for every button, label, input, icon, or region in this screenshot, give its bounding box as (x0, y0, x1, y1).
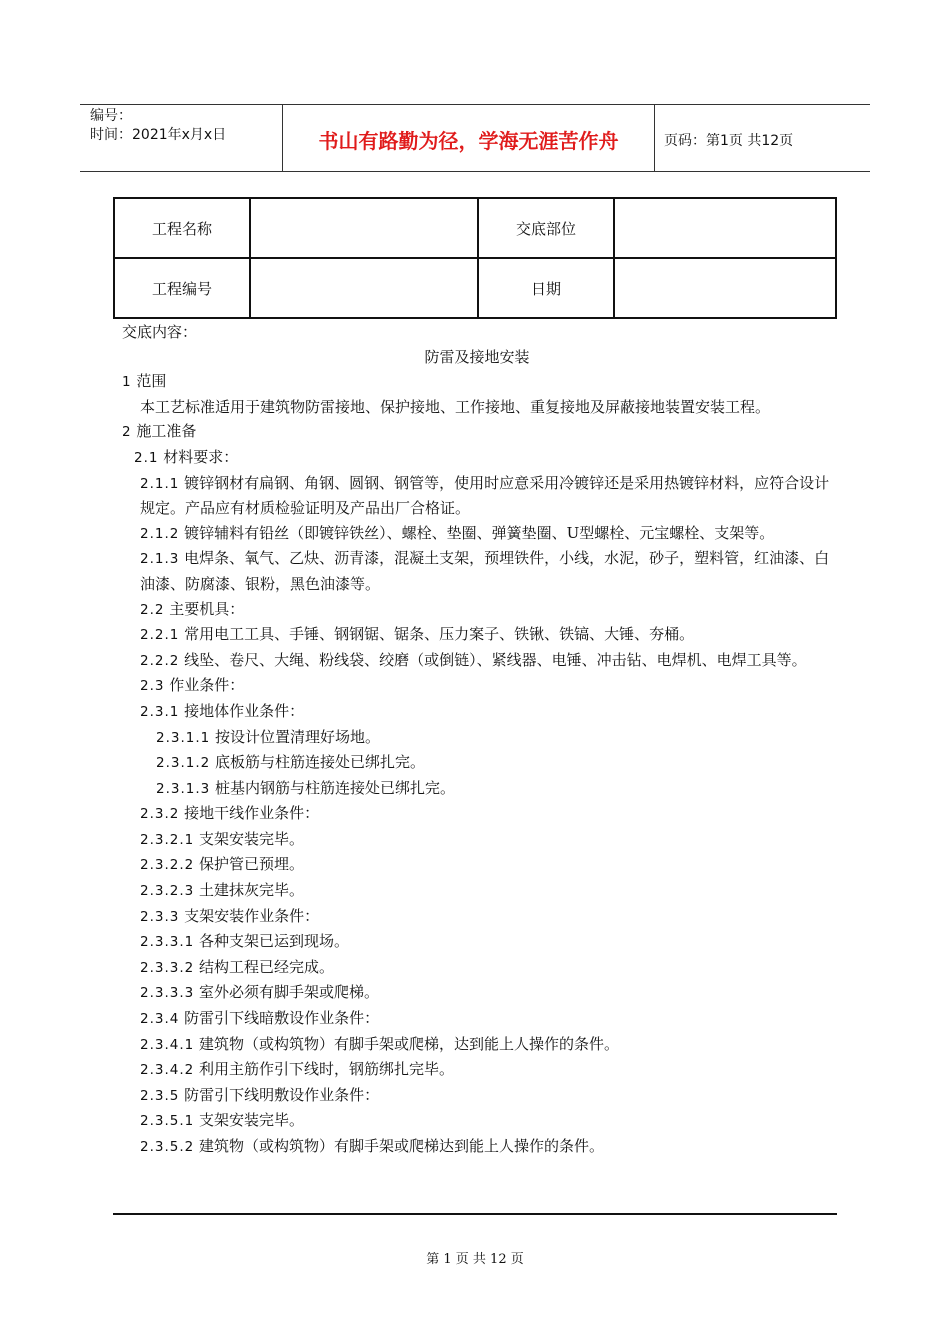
document-number-label: 编号： (90, 108, 132, 124)
content-line (122, 673, 832, 699)
clause-text: 常用电工工具、手锤、钢钢锯、锯条、压力案子、铁锹、铁镐、大锤、夯桶。 (184, 625, 695, 644)
clause-number: 2.3.1.3 (156, 780, 211, 797)
content-line (122, 929, 832, 955)
content-line (122, 852, 832, 878)
clause-text: 范围 (136, 372, 167, 391)
table-row (114, 258, 836, 318)
clause-text: 结构工程已经完成。 (199, 957, 335, 976)
clause-text: 底板筋与柱筋连接处已绑扎完。 (215, 753, 426, 772)
clause-text: 利用主筋作引下线时，钢筋绑扎完毕。 (199, 1060, 455, 1079)
clause-number: 2.3.4 (140, 1011, 180, 1028)
header-page-number: 页码：第1页 共12页 (664, 133, 794, 149)
clause-number: 2.3.5.1 (140, 1113, 195, 1130)
clause-number: 2.2.1 (140, 627, 180, 644)
content-line (122, 622, 832, 648)
clause-text: 防雷引下线暗敷设作业条件： (184, 1009, 380, 1028)
project-name-label: 工程名称 (114, 198, 250, 258)
project-number-label: 工程编号 (114, 258, 250, 318)
date-value (614, 258, 836, 318)
footer-rule (113, 1213, 837, 1215)
header-motto: 书山有路勤为径，学海无涯苦作舟 (318, 129, 619, 153)
content-lines (122, 369, 832, 1159)
content-line (122, 750, 832, 776)
clause-text: 本工艺标准适用于建筑物防雷接地、保护接地、工作接地、重复接地及屏蔽接地装置安装工程。 (140, 397, 771, 416)
clause-number: 2.3.1 (140, 703, 180, 720)
clause-number: 2.3.4.1 (140, 1036, 195, 1053)
clause-number: 2.3 (140, 678, 165, 695)
content-line (122, 904, 832, 930)
clause-text: 支架安装完毕。 (199, 829, 305, 848)
clause-text: 镀锌钢材有扁钢、角钢、圆钢、钢管等，使用时应意采用冷镀锌还是采用热镀锌材料，应符合设计规定。产品应有材质检验证明及产品出厂合格证。 (140, 473, 830, 518)
clause-number: 2.3.1.1 (156, 729, 211, 746)
clause-text: 材料要求： (163, 447, 239, 466)
clause-text: 建筑物（或构筑物）有脚手架或爬梯，达到能上人操作的条件。 (199, 1034, 620, 1053)
header-divider-2 (654, 104, 655, 172)
clause-number: 2.3.3.3 (140, 985, 195, 1002)
clause-text: 桩基内钢筋与柱筋连接处已绑扎完。 (215, 778, 456, 797)
clause-number: 2.3.5 (140, 1087, 180, 1104)
clause-text: 防雷引下线明敷设作业条件： (184, 1085, 380, 1104)
content-line (122, 827, 832, 853)
content-line (122, 648, 832, 674)
content-line (122, 395, 832, 420)
clause-number: 1 (122, 374, 132, 391)
clause-number: 2.1.1 (140, 475, 180, 492)
document-time-label: 时间：2021年x月x日 (90, 127, 227, 143)
content-line (122, 801, 832, 827)
clause-number: 2.3.2 (140, 806, 180, 823)
content-line (122, 1006, 832, 1032)
clause-text: 土建抹灰完毕。 (199, 881, 305, 900)
project-name-value (250, 198, 478, 258)
content-line (122, 1134, 832, 1160)
content-line (122, 546, 832, 596)
clause-text: 电焊条、氧气、乙炔、沥青漆，混凝土支架，预埋铁件，小线，水泥，砂子，塑料管，红油漆、白油漆、防腐漆、银粉，黑色油漆等。 (140, 549, 830, 593)
content-line (122, 955, 832, 981)
project-number-value (250, 258, 478, 318)
clause-text: 主要机具： (169, 599, 245, 618)
content-line (122, 445, 832, 471)
clause-text: 线坠、卷尺、大绳、粉线袋、绞磨（或倒链）、紧线器、电锤、冲击钻、电焊机、电焊工具等。 (184, 650, 807, 669)
clause-text: 各种支架已运到现场。 (199, 932, 350, 951)
content-line (122, 1083, 832, 1109)
clause-number: 2.3.2.3 (140, 883, 195, 900)
clause-text: 室外必须有脚手架或爬梯。 (199, 983, 380, 1002)
content-line (122, 419, 832, 445)
clause-number: 2 (122, 424, 132, 441)
clause-text: 镀锌辅料有铅丝（即镀锌铁丝）、螺栓、垫圈、弹簧垫圈、U型螺栓、元宝螺栓、支架等。 (184, 523, 775, 542)
project-info-table (113, 197, 837, 319)
handover-part-label: 交底部位 (478, 198, 614, 258)
document-body (122, 320, 832, 1160)
clause-number: 2.3.2.2 (140, 857, 195, 874)
clause-text: 支架安装完毕。 (199, 1111, 305, 1130)
clause-number: 2.3.3.1 (140, 934, 195, 951)
clause-number: 2.1.3 (140, 551, 180, 568)
content-line (122, 1108, 832, 1134)
content-line (122, 699, 832, 725)
header-bottom-rule (80, 171, 870, 172)
content-line (122, 1032, 832, 1058)
clause-number: 2.3.1.2 (156, 755, 211, 772)
header-top-rule (80, 104, 870, 105)
content-line (122, 878, 832, 904)
clause-text: 保护管已预埋。 (199, 855, 305, 874)
clause-text: 作业条件： (169, 676, 245, 695)
clause-number: 2.3.2.1 (140, 831, 195, 848)
clause-number: 2.3.4.2 (140, 1062, 195, 1079)
content-line (122, 521, 832, 547)
clause-number: 2.3.5.2 (140, 1139, 195, 1155)
date-label: 日期 (478, 258, 614, 318)
document-title: 防雷及接地安装 (424, 347, 530, 366)
clause-number: 2.2 (140, 601, 165, 618)
clause-number: 2.1.2 (140, 525, 180, 542)
clause-text: 接地干线作业条件： (184, 804, 320, 823)
clause-text: 施工准备 (136, 422, 197, 441)
clause-text: 按设计位置清理好场地。 (215, 727, 381, 746)
clause-text: 接地体作业条件： (184, 701, 305, 720)
table-row (114, 198, 836, 258)
content-line (122, 471, 832, 521)
clause-number: 2.2.2 (140, 652, 180, 669)
content-line (122, 369, 832, 395)
footer-page-number: 第 1 页 共 12 页 (426, 1252, 524, 1267)
content-line (122, 725, 832, 751)
header-meta (90, 107, 226, 145)
content-intro: 交底内容： (122, 323, 198, 341)
clause-number: 2.1 (134, 449, 159, 466)
handover-part-value (614, 198, 836, 258)
clause-text: 支架安装作业条件： (184, 906, 320, 925)
clause-number: 2.3.3.2 (140, 959, 195, 976)
content-line (122, 776, 832, 802)
content-line (122, 980, 832, 1006)
content-line (122, 597, 832, 623)
clause-text: 建筑物（或构筑物）有脚手架或爬梯达到能上人操作的条件。 (199, 1137, 605, 1155)
clause-number: 2.3.3 (140, 908, 180, 925)
content-line (122, 1057, 832, 1083)
